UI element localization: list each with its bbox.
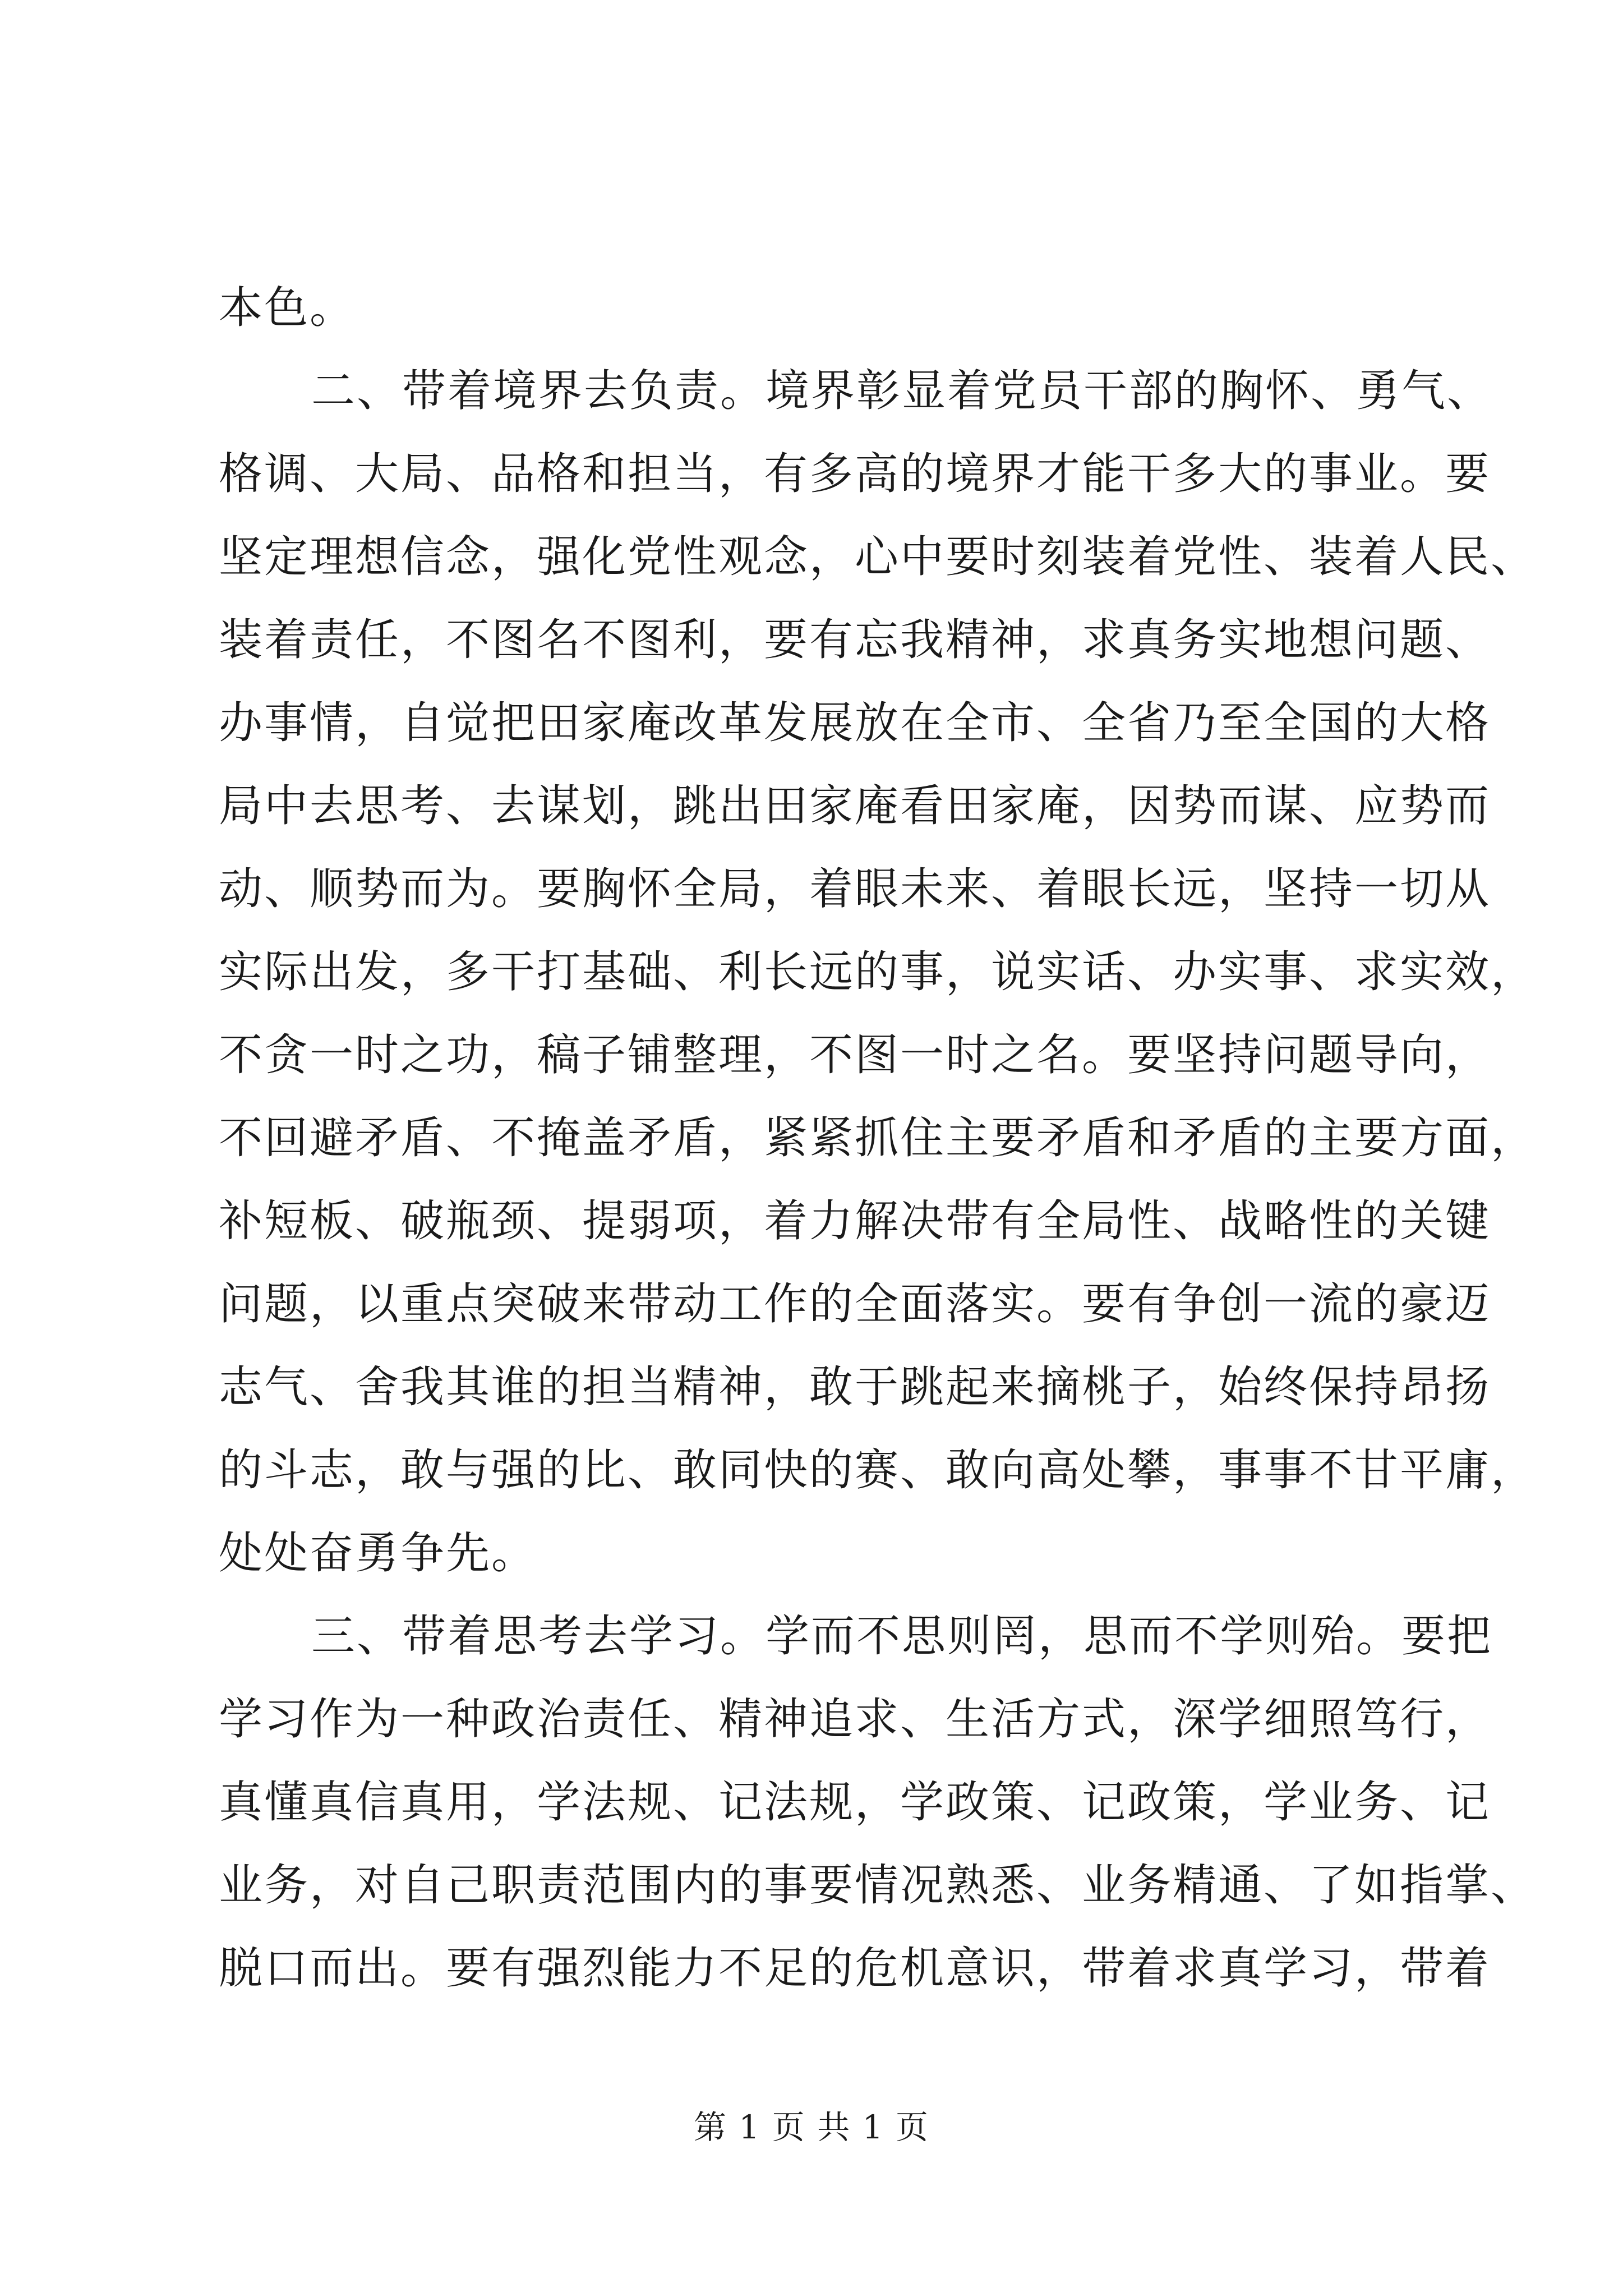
text-line: 装着责任，不图名不图利，要有忘我精神，求真务实地想问题、 [219, 615, 1491, 665]
text-line: 格调、大局、品格和担当，有多高的境界才能干多大的事业。要 [219, 449, 1491, 499]
text-line: 脱口而出。要有强烈能力不足的危机意识，带着求真学习，带着 [219, 1943, 1491, 1994]
text-line: 二、带着境界去负责。境界彰显着党员干部的胸怀、勇气、 [311, 366, 1493, 416]
text-line: 补短板、破瓶颈、提弱项，着力解决带有全局性、战略性的关键 [219, 1196, 1491, 1246]
text-line: 学习作为一种政治责任、精神追求、生活方式，深学细照笃行， [219, 1694, 1491, 1745]
text-line: 真懂真信真用，学法规、记法规，学政策、记政策，学业务、记 [219, 1777, 1491, 1828]
page-footer: 第 1 页 共 1 页 [694, 2108, 929, 2146]
text-line: 办事情，自觉把田家庵改革发展放在全市、全省乃至全国的大格 [219, 698, 1491, 748]
text-line: 三、带着思考去学习。学而不思则罔，思而不学则殆。要把 [311, 1611, 1493, 1662]
text-line: 实际出发，多干打基础、利长远的事，说实话、办实事、求实效， [219, 947, 1537, 997]
text-line: 志气、舍我其谁的担当精神，敢于跳起来摘桃子，始终保持昂扬 [219, 1362, 1491, 1412]
text-line: 本色。 [219, 283, 356, 333]
text-line: 坚定理想信念，强化党性观念，心中要时刻装着党性、装着人民、 [219, 532, 1537, 582]
text-line: 动、顺势而为。要胸怀全局，着眼未来、着眼长远，坚持一切从 [219, 864, 1491, 914]
text-line: 局中去思考、去谋划，跳出田家庵看田家庵，因势而谋、应势而 [219, 781, 1491, 831]
text-line: 不回避矛盾、不掩盖矛盾，紧紧抓住主要矛盾和矛盾的主要方面， [219, 1113, 1537, 1163]
document-body [219, 266, 1537, 2010]
text-line: 问题，以重点突破来带动工作的全面落实。要有争创一流的豪迈 [219, 1279, 1491, 1329]
text-line: 业务，对自己职责范围内的事要情况熟悉、业务精通、了如指掌、 [219, 1860, 1537, 1911]
text-line: 处处奋勇争先。 [219, 1528, 537, 1579]
text-line: 不贪一时之功，稿子铺整理，不图一时之名。要坚持问题导向， [219, 1030, 1491, 1080]
text-line: 的斗志，敢与强的比、敢同快的赛、敢向高处攀，事事不甘平庸， [219, 1445, 1537, 1496]
